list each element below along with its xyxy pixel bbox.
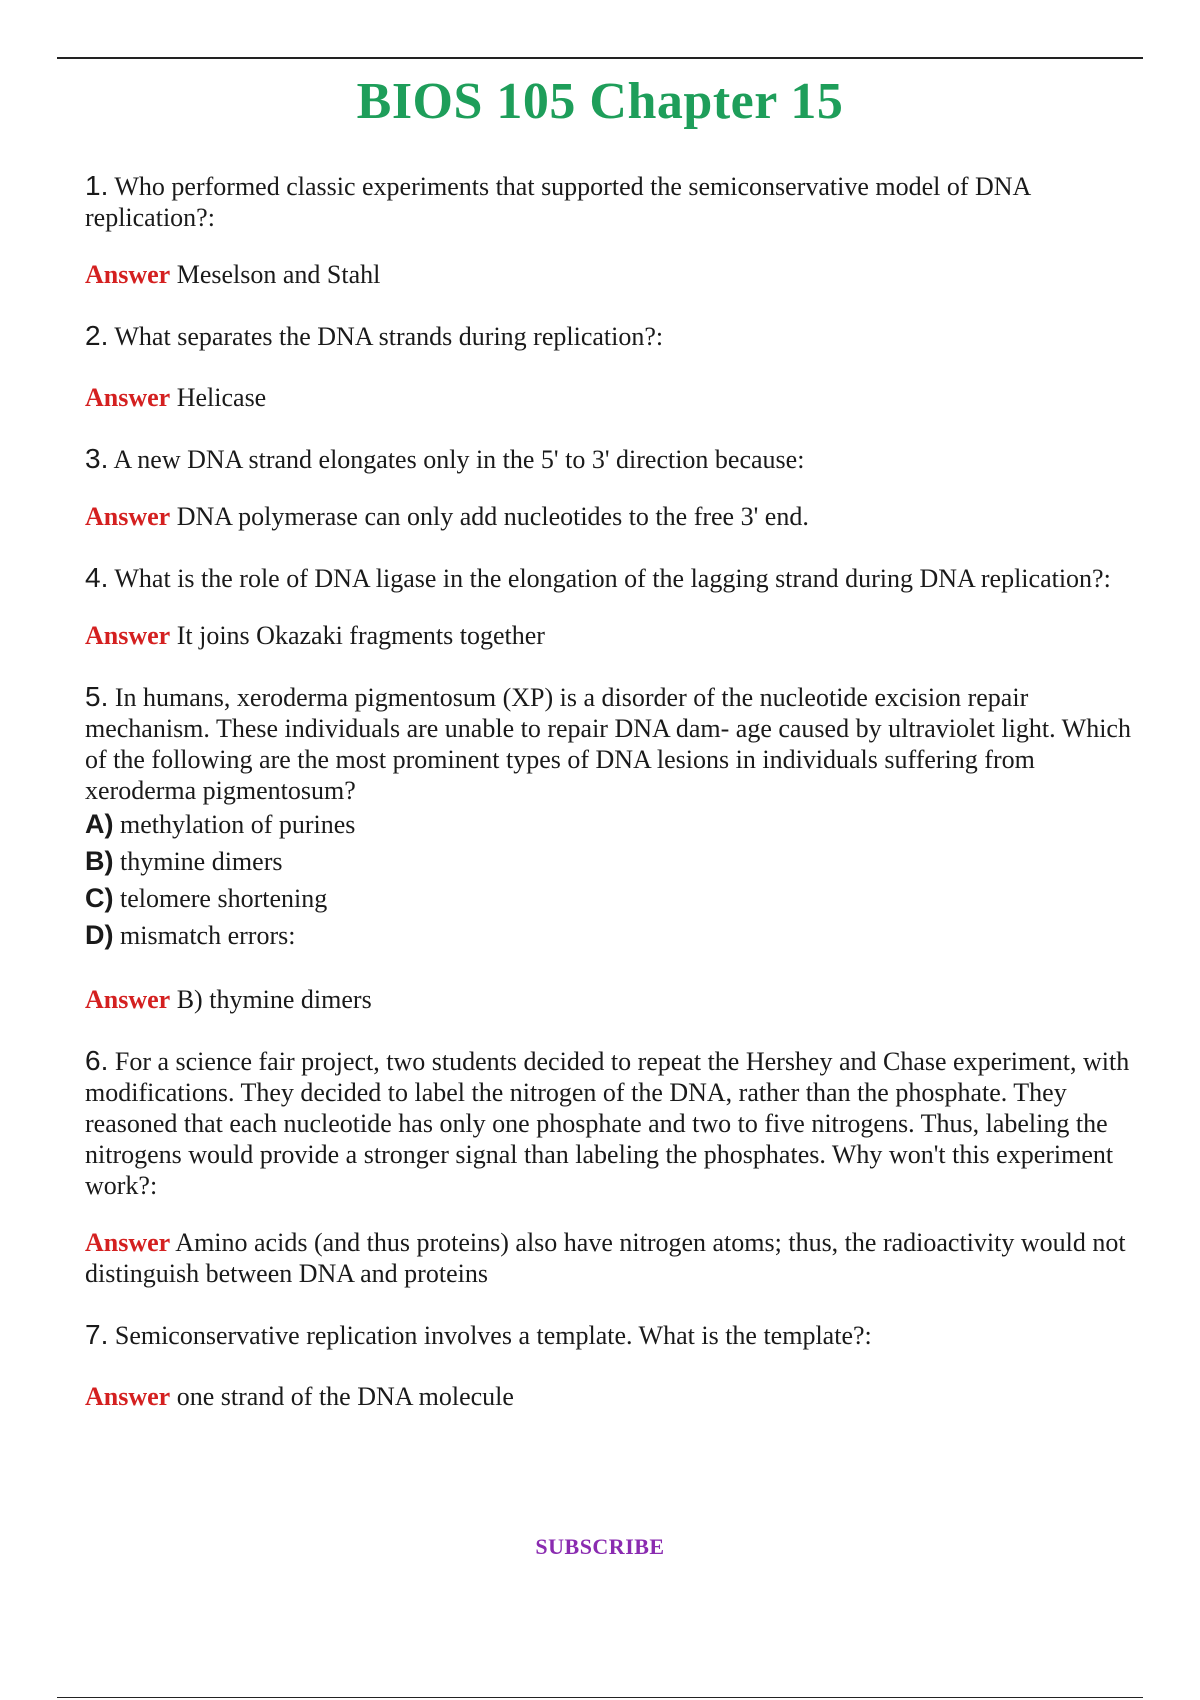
question-number: 6.: [85, 1045, 109, 1076]
question-6: [85, 1045, 1145, 1201]
answer-3: [85, 501, 1145, 532]
question-list: [85, 170, 1145, 1412]
question-4: [85, 562, 1145, 594]
top-rule: [57, 57, 1143, 59]
option-c: [85, 880, 1145, 917]
question-number: 4.: [85, 562, 109, 593]
answer-5: [85, 984, 1145, 1015]
answer-text: DNA polymerase can only add nucleotides to the free 3' end.: [176, 502, 809, 531]
answer-label: Answer: [85, 260, 171, 289]
answer-text: It joins Okazaki fragments together: [176, 621, 545, 650]
answer-label: Answer: [85, 985, 171, 1014]
question-3: [85, 443, 1145, 475]
question-number: 1.: [85, 170, 109, 201]
option-letter: B): [85, 846, 114, 876]
question-number: 5.: [85, 681, 109, 712]
answer-1: [85, 259, 1145, 290]
option-letter: A): [85, 809, 114, 839]
answer-label: Answer: [85, 621, 171, 650]
option-text: mismatch errors:: [120, 921, 296, 950]
question-text: For a science fair project, two students decided to repeat the Hershey and Chase experiment, with modifications. They decided to label the nitrogen of the DNA, rather than the phosphate. They reasoned that each nucleotide has only one phosphate and two to five nitrogens. Thus, labeling the nitrogens would provide a stronger signal than labeling the phosphates. Why won't this experiment work?:: [85, 1047, 1130, 1200]
question-number: 2.: [85, 320, 109, 351]
answer-text: Meselson and Stahl: [176, 260, 381, 289]
answer-label: Answer: [85, 383, 171, 412]
answer-label: Answer: [85, 1228, 171, 1257]
question-7: [85, 1319, 1145, 1351]
answer-text: one strand of the DNA molecule: [176, 1382, 514, 1411]
answer-text: B) thymine dimers: [176, 985, 372, 1014]
option-letter: D): [85, 920, 114, 950]
option-d: [85, 917, 1145, 954]
answer-7: [85, 1381, 1145, 1412]
answer-4: [85, 620, 1145, 651]
question-text: Who performed classic experiments that supported the semiconservative model of DNA replication?:: [85, 172, 1030, 232]
question-text: What is the role of DNA ligase in the elongation of the lagging strand during DNA replication?:: [114, 564, 1111, 593]
answer-options: [85, 806, 1145, 954]
page-title: BIOS 105 Chapter 15: [356, 73, 844, 130]
option-text: methylation of purines: [120, 810, 356, 839]
option-text: thymine dimers: [120, 847, 283, 876]
question-number: 7.: [85, 1319, 109, 1350]
question-text: What separates the DNA strands during replication?:: [114, 322, 664, 351]
subscribe-link[interactable]: SUBSCRIBE: [535, 1534, 665, 1559]
question-text: In humans, xeroderma pigmentosum (XP) is a disorder of the nucleotide excision repair mechanism. These individuals are unable to repair DNA dam- age caused by ultraviolet light. Which of the following are the most prominent types of DNA lesions in individuals suffering from xeroderma pigmentosum?: [85, 683, 1131, 805]
answer-text: Helicase: [176, 383, 267, 412]
option-letter: C): [85, 883, 114, 913]
option-text: telomere shortening: [120, 884, 328, 913]
question-1: [85, 170, 1145, 233]
question-text: Semiconservative replication involves a template. What is the template?:: [114, 1321, 872, 1350]
option-a: [85, 806, 1145, 843]
question-5: [85, 681, 1145, 806]
question-2: [85, 320, 1145, 352]
answer-2: [85, 382, 1145, 413]
option-b: [85, 843, 1145, 880]
bottom-rule: [57, 1697, 1143, 1698]
question-number: 3.: [85, 443, 109, 474]
answer-label: Answer: [85, 1382, 171, 1411]
question-text: A new DNA strand elongates only in the 5' to 3' direction because:: [113, 445, 805, 474]
answer-label: Answer: [85, 502, 171, 531]
answer-text: Amino acids (and thus proteins) also have nitrogen atoms; thus, the radioactivity would not distinguish between DNA and proteins: [85, 1228, 1126, 1288]
answer-6: [85, 1227, 1145, 1289]
